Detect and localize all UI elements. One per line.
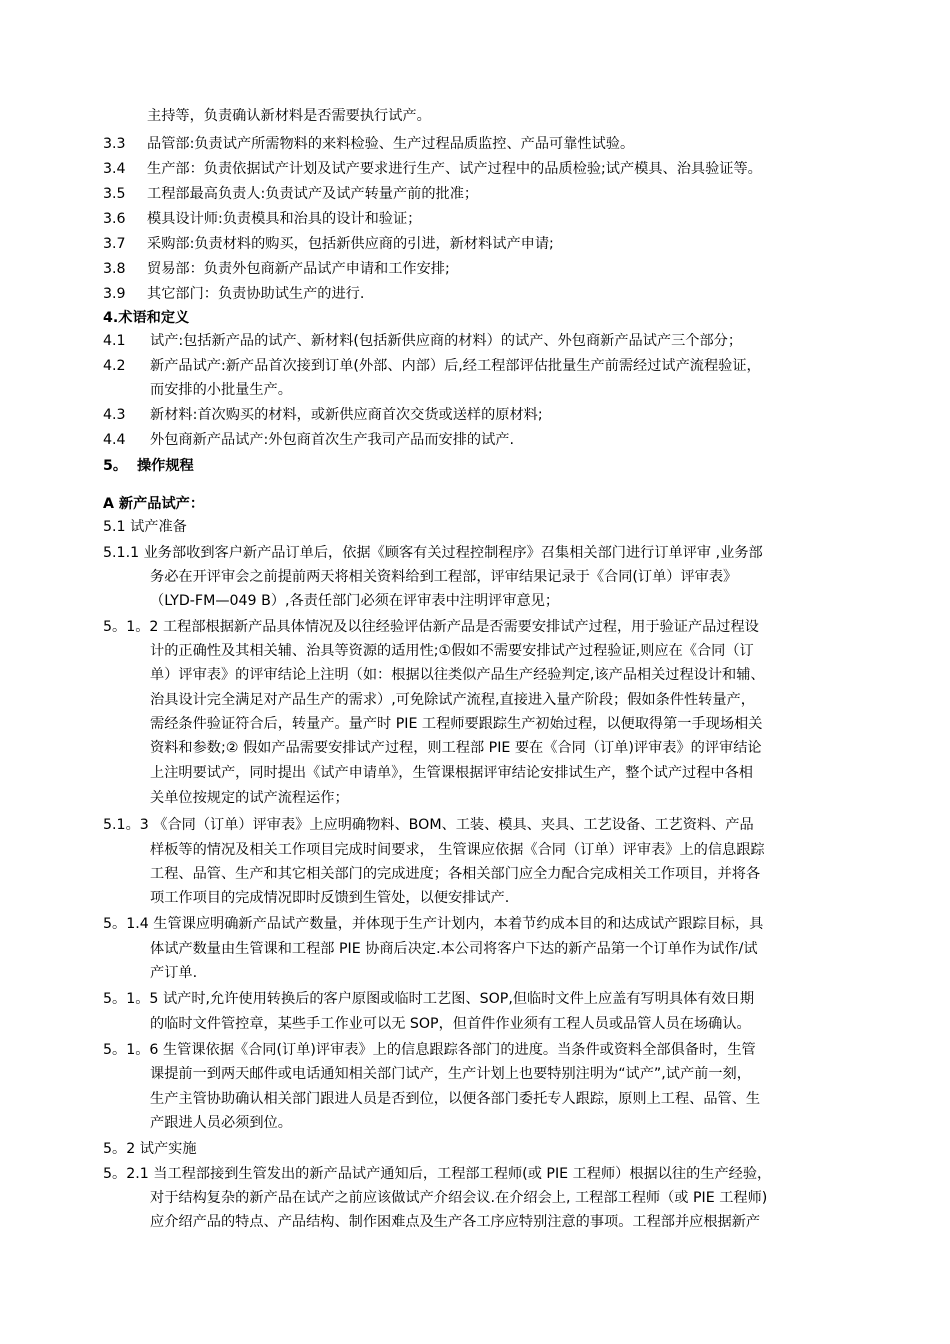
- paragraph-line: 5.1.1 业务部收到客户新产品订单后，依据《顾客有关过程控制程序》召集相关部门进行订单评审 ,业务部: [103, 545, 763, 561]
- item-text: 新材料:首次购买的材料，或新供应商首次交货或送样的原材料;: [150, 407, 543, 423]
- subsection-heading-new-product: A 新产品试产：: [103, 496, 205, 512]
- paragraph-line: 5。1。5 试产时,允许使用转换后的客户原图或临时工艺图、SOP,但临时文件上应盖有写明具体有效日期: [103, 991, 755, 1007]
- item-text: 品管部:负责试产所需物料的来料检验、生产过程品质监控、产品可靠性试验。: [147, 136, 635, 152]
- intro-line: 主持等，负责确认新材料是否需要执行试产。: [147, 108, 431, 124]
- section-heading-terms: 4.术语和定义: [103, 310, 190, 326]
- paragraph-line: 样板等的情况及相关工作项目完成时间要求， 生管课应依据《合同（订单）评审表》上的信息跟踪: [150, 842, 765, 858]
- subsection-heading-implementation: 5。2 试产实施: [103, 1141, 197, 1157]
- item-text: 外包商新产品试产:外包商首次生产我司产品而安排的试产.: [150, 432, 514, 448]
- paragraph-line: 治具设计完全满足对产品生产的需求）,可免除试产流程,直接进入量产阶段；假如条件性转量产，: [150, 692, 755, 708]
- item-number: 3.8: [103, 261, 126, 277]
- item-number: 3.6: [103, 211, 126, 227]
- paragraph-line: 项工作项目的完成情况即时反馈到生管处，以便安排试产.: [150, 890, 510, 906]
- paragraph-line: 资料和参数;② 假如产品需要安排试产过程，则工程部 PIE 要在《合同（订单)评审表》的评审结论: [150, 740, 762, 756]
- item-number: 4.4: [103, 432, 126, 448]
- paragraph-line: 的临时文件管控章，某些手工作业可以无 SOP，但首件作业须有工程人员或品管人员在场确认。: [150, 1016, 751, 1032]
- paragraph-line: 5。1.4 生管课应明确新产品试产数量，并体现于生产计划内，本着节约成本目的和达成试产跟踪目标，具: [103, 916, 764, 932]
- item-text: 其它部门：负责协助试生产的进行.: [147, 286, 365, 302]
- item-number: 3.9: [103, 286, 126, 302]
- paragraph-line: 体试产数量由生管课和工程部 PIE 协商后决定.本公司将客户下达的新产品第一个订单作为试作/试: [150, 941, 758, 957]
- item-text: 而安排的小批量生产。: [150, 382, 292, 398]
- paragraph-line: 5.1。3 《合同（订单）评审表》上应明确物料、BOM、工装、模具、夹具、工艺设备、工艺资料、产品: [103, 817, 754, 833]
- item-text: 生产部：负责依据试产计划及试产要求进行生产、试产过程中的品质检验;试产模具、治具验证等。: [147, 161, 762, 177]
- paragraph-line: 课提前一到两天邮件或电话通知相关部门试产，生产计划上也要特别注明为“试产”,试产前一刻，: [150, 1066, 751, 1082]
- paragraph-line: 产跟进人员必须到位。: [150, 1115, 292, 1131]
- paragraph-line: 工程、品管、生产和其它相关部门的完成进度；各相关部门应全力配合完成相关工作项目，并将各: [150, 866, 761, 882]
- item-text: 工程部最高负责人:负责试产及试产转量产前的批准；: [147, 186, 479, 202]
- paragraph-line: 生产主管协助确认相关部门跟进人员是否到位，以便各部门委托专人跟踪，原则上工程、品管、生: [150, 1091, 761, 1107]
- item-text: 试产:包括新产品的试产、新材料(包括新供应商的材料）的试产、外包商新产品试产三个部分；: [150, 333, 743, 349]
- item-text: 贸易部：负责外包商新产品试产申请和工作安排;: [147, 261, 450, 277]
- paragraph-line: 5。2.1 当工程部接到生管发出的新产品试产通知后，工程部工程师(或 PIE 工程师）根据以往的生产经验，: [103, 1166, 772, 1182]
- section-heading-procedure: 5。 操作规程: [103, 458, 194, 474]
- paragraph-line: 计的正确性及其相关辅、治具等资源的适用性;①假如不需要安排试产过程验证,则应在《合同（订: [150, 643, 754, 659]
- paragraph-line: 单）评审表》的评审结论上注明（如：根据以往类似产品生产经验判定,该产品相关过程设计和辅、: [150, 667, 765, 683]
- item-text: 模具设计师:负责模具和治具的设计和验证；: [147, 211, 422, 227]
- item-number: 3.4: [103, 161, 126, 177]
- item-number: 4.2: [103, 358, 126, 374]
- paragraph-line: 对于结构复杂的新产品在试产之前应该做试产介绍会议.在介绍会上, 工程部工程师（或 PIE 工程师): [150, 1190, 768, 1206]
- paragraph-line: 产订单.: [150, 965, 198, 981]
- item-number: 3.7: [103, 236, 126, 252]
- paragraph-line: 5。1。2 工程部根据新产品具体情况及以往经验评估新产品是否需要安排试产过程，用于验证产品过程设: [103, 619, 759, 635]
- item-number: 3.3: [103, 136, 126, 152]
- item-number: 3.5: [103, 186, 126, 202]
- paragraph-line: 5。1。6 生管课依据《合同(订单)评审表》上的信息跟踪各部门的进度。当条件或资料全部俱备时，生管: [103, 1042, 756, 1058]
- item-text: 新产品试产:新产品首次接到订单(外部、内部）后,经工程部评估批量生产前需经过试产流程验证，: [150, 358, 761, 374]
- item-text: 采购部:负责材料的购买，包括新供应商的引进，新材料试产申请;: [147, 236, 554, 252]
- subsection-heading-preparation: 5.1 试产准备: [103, 519, 187, 535]
- paragraph-line: 上注明要试产，同时提出《试产申请单》，生管课根据评审结论安排试生产，整个试产过程中各相: [150, 765, 753, 781]
- paragraph-line: （LYD-FM—049 B）,各责任部门必须在评审表中注明评审意见；: [150, 593, 560, 609]
- paragraph-line: 需经条件验证符合后，转量产。量产时 PIE 工程师要跟踪生产初始过程，以便取得第一手现场相关: [150, 716, 763, 732]
- item-number: 4.3: [103, 407, 126, 423]
- paragraph-line: 关单位按规定的试产流程运作；: [150, 790, 349, 806]
- paragraph-line: 务必在开评审会之前提前两天将相关资料给到工程部，评审结果记录于《合同(订单）评审表》: [150, 569, 738, 585]
- item-number: 4.1: [103, 333, 126, 349]
- paragraph-line: 应介绍产品的特点、产品结构、制作困难点及生产各工序应特别注意的事项。工程部并应根据新产: [150, 1214, 761, 1230]
